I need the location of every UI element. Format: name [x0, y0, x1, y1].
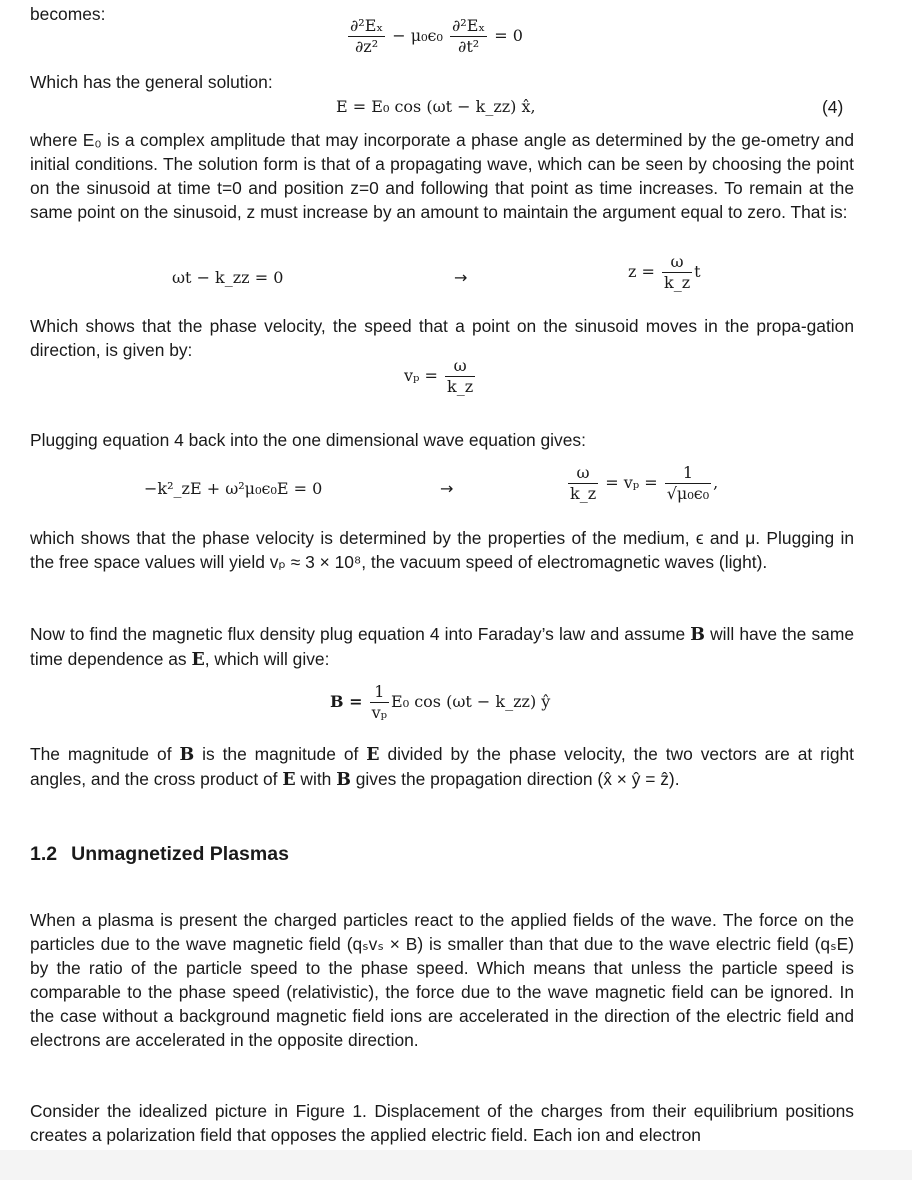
z-equation	[628, 254, 701, 291]
disp-tail: ,	[713, 473, 719, 492]
wave-rhs: = 0	[494, 26, 523, 45]
z-right: t	[694, 262, 701, 281]
equation-4: E = E₀ cos (ωt − k_zz) x̂,	[336, 97, 536, 116]
paragraph-phase: Which shows that the phase velocity, the speed that a point on the sinusoid moves in the propa-gation direction, is given by:	[30, 316, 854, 360]
disp-mid: = vₚ =	[605, 473, 658, 492]
z-num: ω	[662, 254, 692, 273]
z-den: k_z	[664, 273, 691, 292]
equation-number-4: (4)	[822, 97, 844, 117]
wave-frac2-num: ∂²Eₓ	[452, 16, 486, 35]
wave-frac1-den: ∂z²	[355, 37, 379, 56]
section-number: 1.2	[30, 843, 58, 865]
section-title: Unmagnetized Plasmas	[71, 843, 289, 865]
b-left: B =	[330, 692, 363, 711]
b-num: 1	[370, 684, 389, 703]
mag-a: The magnitude of	[30, 744, 180, 764]
mag-d: E	[366, 745, 380, 765]
wave-equation	[346, 18, 523, 55]
arrow-2: →	[440, 479, 454, 498]
now-e: , which will give:	[204, 649, 330, 669]
paragraph-now	[30, 622, 854, 672]
mag-f: E	[282, 770, 296, 790]
disp-num1: ω	[568, 465, 598, 484]
mag-g: with	[295, 769, 337, 789]
text-general-solution: Which has the general solution:	[30, 72, 273, 92]
section-heading	[30, 843, 289, 866]
mag-b: B	[179, 745, 195, 765]
paragraph-where: where E₀ is a complex amplitude that may incorporate a phase angle as determined by the ge-ometry and initial conditions. The solution form is that of a propagating wave, which can be seen by choosing the point on the sinusoid at time t=0 and position z=0 and following that point as time increases. To remain at the same point on the sinusoid, z must increase by an amount to maintain the argument equal to zero. That is:	[30, 130, 854, 222]
b-den: vₚ	[371, 703, 388, 722]
b-equation	[330, 684, 550, 721]
vp-left: vₚ =	[404, 366, 438, 385]
mag-e: divided by the phase velocity, the two vectors are at right angles, and the cross product of	[30, 744, 855, 789]
now-b: B	[690, 625, 705, 645]
phase-velocity-equation	[566, 465, 718, 502]
disp-den2: √μ₀ϵ₀	[666, 484, 710, 503]
vp-num: ω	[445, 358, 475, 377]
arrow-1: →	[454, 268, 468, 287]
vp-den: k_z	[447, 377, 474, 396]
paragraph-which-shows: which shows that the phase velocity is determined by the properties of the medium, ϵ and μ. Plugging in the free space values will yield vₚ ≈ 3 × 10⁸, the vacuum speed of electromagnetic waves (light).	[30, 528, 854, 572]
paragraph-magnitude	[30, 742, 854, 792]
dispersion-equation: −k²_zE + ω²μ₀ϵ₀E = 0	[144, 479, 323, 498]
now-a: Now to find the magnetic flux density plug equation 4 into Faraday’s law and assume	[30, 624, 691, 644]
mag-h: B	[336, 770, 351, 790]
mag-c: is the magnitude of	[194, 744, 367, 764]
now-c: will have the same time dependence as	[30, 624, 854, 669]
disp-den1: k_z	[570, 484, 597, 503]
wave-mid: − μ₀ϵ₀	[392, 26, 443, 45]
mag-i: gives the propagation direction (x̂ × ŷ = ẑ).	[350, 769, 680, 789]
paragraph-plugging: Plugging equation 4 back into the one dimensional wave equation gives:	[30, 430, 586, 450]
b-right: E₀ cos (ωt − k_zz) ŷ	[391, 692, 551, 711]
wave-frac2-den: ∂t²	[458, 37, 480, 56]
page-bottom-band	[0, 1150, 912, 1180]
paragraph-consider: Consider the idealized picture in Figure 1. Displacement of the charges from their equilibrium positions creates a polarization field that opposes the applied electric field. Each ion and electron	[30, 1101, 854, 1145]
text-becomes: becomes:	[30, 4, 106, 24]
now-d: E	[191, 650, 205, 670]
argument-equation: ωt − k_zz = 0	[172, 268, 284, 287]
disp-num2: 1	[665, 465, 711, 484]
z-left: z =	[628, 262, 655, 281]
paragraph-plasma: When a plasma is present the charged particles react to the applied fields of the wave. The force on the particles due to the wave magnetic field (qₛvₛ × B) is smaller than that due to the wave electric field (qₛE) by the ratio of the particle speed to the phase speed. Which means that unless the particle speed is comparable to the phase speed (relativistic), the force due to the wave magnetic field can be ignored. In the case without a background magnetic field ions are accelerated in the direction of the electric field and electrons are accelerated in the opposite direction.	[30, 910, 854, 1050]
wave-frac1-num: ∂²Eₓ	[350, 16, 384, 35]
vp-equation	[404, 358, 477, 395]
